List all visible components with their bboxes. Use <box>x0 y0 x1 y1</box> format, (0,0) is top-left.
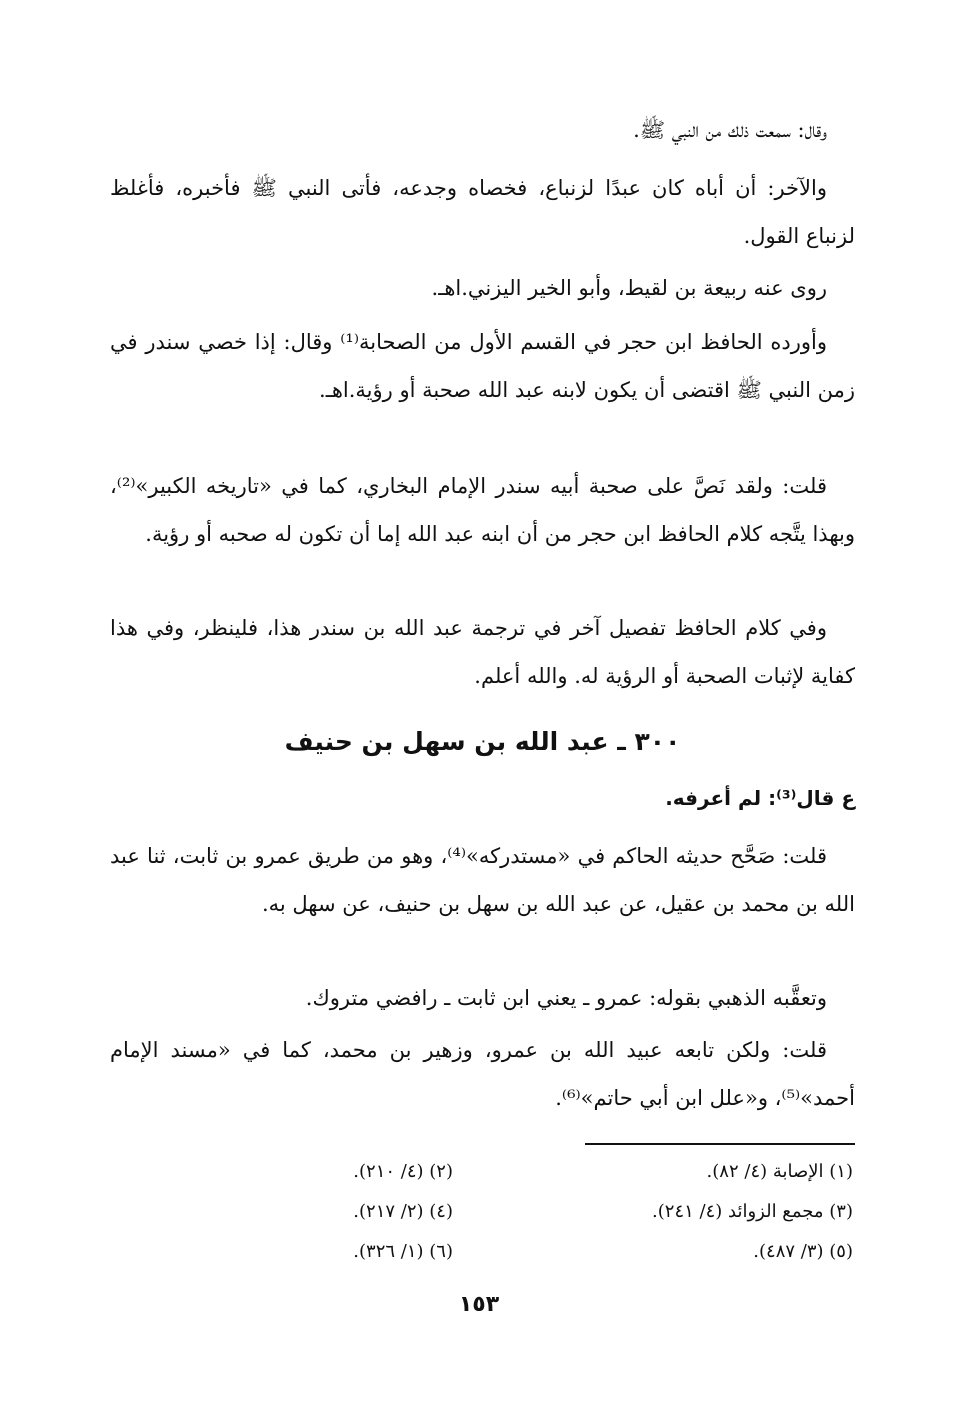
paragraph-narration: وقال: سمعت ذلك من النبي ﷺ. <box>633 118 827 142</box>
footnote-4: (٤) (٢/ ٢١٧). <box>353 1201 453 1222</box>
paragraph-bukhari: قلت: ولقد نَصَّ على صحبة أبيه سندر الإمام البخاري، كما في «تاريخه الكبير»⁽²⁾، وبهذا يتَّجه كلام الحافظ ابن حجر من أن ابنه عبد الله إما أن تكون له صحبه أو رؤية. <box>110 474 855 546</box>
paragraph-narrators: روى عنه ربيعة بن لقيط، وأبو الخير اليزني.اهـ. <box>431 276 827 300</box>
paragraph-corroboration: قلت: ولكن تابعه عبيد الله بن عمرو، وزهير بن محمد، كما في «مسند الإمام أحمد»⁽⁵⁾، و«علل ابن أبي حاتم»⁽⁶⁾. <box>110 1038 855 1110</box>
paragraph-dhahabi: وتعقَّبه الذهبي بقوله: عمرو ـ يعني ابن ثابت ـ رافضي متروك. <box>305 986 827 1010</box>
paragraph-conclusion: وفي كلام الحافظ تفصيل آخر في ترجمة عبد الله بن سندر هذا، فلينظر، وفي هذا كفاية لإثبات الصحبة أو الرؤية له. والله أعلم. <box>110 616 855 688</box>
footnote-1: (١) الإصابة (٤/ ٨٢). <box>706 1161 853 1182</box>
paragraph-ibn-hajar: وأورده الحافظ ابن حجر في القسم الأول من الصحابة⁽¹⁾ وقال: إذا خصي سندر في زمن النبي ﷺ اقتضى أن يكون لابنه عبد الله صحبة أو رؤية.اهـ. <box>110 330 855 402</box>
footnote-2: (٢) (٤/ ٢١٠). <box>353 1161 453 1182</box>
entry-heading: ٣٠٠ ـ عبد الله بن سهل بن حنيف <box>284 727 681 756</box>
page-number: ١٥٣ <box>458 1292 500 1317</box>
quote-line: ع قال⁽³⁾: لم أعرفه. <box>665 786 855 810</box>
paragraph-hakim: قلت: صَحَّح حديثه الحاكم في «مستدركه»⁽⁴⁾، وهو من طريق عمرو بن ثابت، ثنا عبد الله بن محمد بن عقيل، عن عبد الله بن سهل بن حنيف، عن سهل به. <box>110 844 855 916</box>
footnote-5: (٥) (٣/ ٤٨٧). <box>753 1241 853 1262</box>
footnote-3: (٣) مجمع الزوائد (٤/ ٢٤١). <box>652 1201 853 1222</box>
paragraph-second-reason: والآخر: أن أباه كان عبدًا لزنباع، فخصاه وجدعه، فأتى النبي ﷺ فأخبره، فأغلظ لزنباع القول. <box>110 176 855 248</box>
footnote-separator <box>585 1143 855 1145</box>
footnote-6: (٦) (١/ ٣٢٦). <box>353 1241 453 1262</box>
